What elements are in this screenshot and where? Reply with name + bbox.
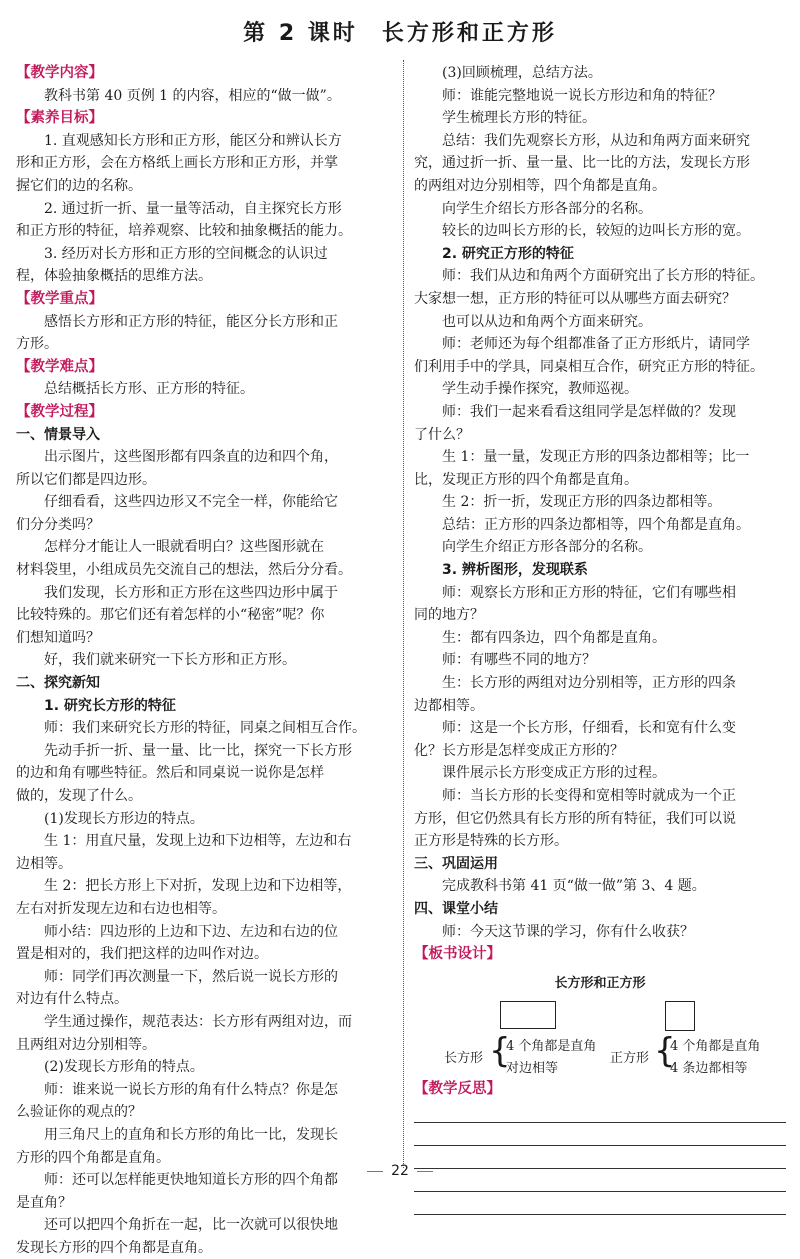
square-item: 4 条边都相等 bbox=[670, 1060, 748, 1076]
compare-paragraph: 师：观察长方形和正方形的特征，它们有哪些相 bbox=[442, 584, 736, 601]
explore-paragraph: 师：还可以怎样能更快地知道长方形的四个角都 bbox=[44, 1172, 338, 1189]
review-paragraph: (3)回顾梳理，总结方法。 bbox=[442, 65, 602, 81]
compare-paragraph: 方形，但它仍然具有长方形的所有特征，我们可以说 bbox=[414, 810, 736, 827]
difficult-line: 总结概括长方形、正方形的特征。 bbox=[44, 381, 254, 398]
square-paragraph: 学生动手操作探究，教师巡视。 bbox=[442, 381, 638, 398]
square-paragraph: 总结：正方形的四条边都相等，四个角都是直角。 bbox=[442, 516, 750, 533]
board-design-heading bbox=[414, 943, 786, 966]
process-heading bbox=[16, 401, 393, 424]
intro-paragraph: 仔细看看，这些四边形又不完全一样，你能给它 bbox=[44, 494, 338, 511]
explore-paragraph: 还可以把四个角折在一起，比一次就可以很快地 bbox=[44, 1217, 338, 1234]
review-paragraph: 的两组对边分别相等，四个角都是直角。 bbox=[414, 177, 666, 194]
practice-line: 完成教科书第 41 页“做一做”第 3、4 题。 bbox=[442, 878, 706, 895]
rectangle-brace: { bbox=[489, 1030, 511, 1071]
explore-paragraph: 师：我们来研究长方形的特征，同桌之间相互合作。 bbox=[44, 720, 366, 737]
explore-paragraph: (2)发现长方形角的特点。 bbox=[44, 1059, 204, 1076]
reflection-writing-line bbox=[414, 1100, 786, 1123]
square-brace: { bbox=[654, 1030, 676, 1071]
compare-paragraph: 师：这是一个长方形，仔细看，长和宽有什么变 bbox=[442, 720, 736, 737]
square-paragraph: 生 1：量一量，发现正方形的四条边都相等；比一 bbox=[442, 449, 750, 466]
review-paragraph: 学生梳理长方形的特征。 bbox=[442, 110, 596, 127]
rectangle-item: 4 个角都是直角 bbox=[506, 1038, 597, 1054]
intro-paragraph: 材料袋里，小组成员先交流自己的想法，然后分分看。 bbox=[16, 562, 352, 579]
explore-paragraph: 生 2：把长方形上下对折，发现上边和下边相等， bbox=[44, 878, 352, 895]
intro-paragraph: 们想知道吗？ bbox=[16, 629, 100, 646]
explore-paragraph: 先动手折一折、量一量、比一比，探究一下长方形 bbox=[44, 742, 352, 759]
goal-line: 和正方形的特征，培养观察、比较和抽象概括的能力。 bbox=[16, 223, 352, 240]
review-paragraph: 究，通过折一折、量一量、比一比的方法，发现长方形 bbox=[414, 155, 750, 172]
key-point-heading bbox=[16, 288, 393, 311]
square-paragraph: 师：老师还为每个组都准备了正方形纸片，请同学 bbox=[442, 336, 750, 353]
square-paragraph: 了什么？ bbox=[414, 426, 470, 443]
right-column bbox=[414, 62, 786, 1215]
compare-paragraph: 生：都有四条边，四个角都是直角。 bbox=[442, 629, 666, 646]
summary-line: 师：今天这节课的学习，你有什么收获？ bbox=[442, 923, 694, 940]
compare-paragraph: 生：长方形的两组对边分别相等，正方形的四条 bbox=[442, 675, 736, 692]
explore-paragraph: 对边有什么特点。 bbox=[16, 991, 128, 1008]
explore-paragraph: 学生通过操作，规范表达：长方形有两组对边，而 bbox=[44, 1013, 352, 1030]
intro-paragraph: 们分分类吗？ bbox=[16, 516, 100, 533]
compare-paragraph: 课件展示长方形变成正方形的过程。 bbox=[442, 765, 666, 782]
explore-paragraph: 左右对折发现左边和右边也相等。 bbox=[16, 900, 226, 917]
goal-line: 3. 经历对长方形和正方形的空间概念的认识过 bbox=[44, 245, 328, 262]
review-paragraph: 向学生介绍长方形各部分的名称。 bbox=[442, 200, 652, 217]
goal-line: 形和正方形，会在方格纸上画长方形和正方形，并掌 bbox=[16, 155, 338, 172]
intro-paragraph: 我们发现，长方形和正方形在这些四边形中属于 bbox=[44, 584, 338, 601]
goal-line: 2. 通过折一折、量一量等活动，自主探究长方形 bbox=[44, 200, 342, 217]
compare-paragraph: 正方形是特殊的长方形。 bbox=[414, 833, 568, 850]
intro-paragraph: 出示图片，这些图形都有四条直的边和四个角， bbox=[44, 449, 338, 466]
compare-paragraph: 师：当长方形的长变得和宽相等时就成为一个正 bbox=[442, 788, 736, 804]
explore-paragraph: 师小结：四边形的上边和下边、左边和右边的位 bbox=[44, 923, 338, 940]
explore-paragraph: 置是相对的，我们把这样的边叫作对边。 bbox=[16, 946, 268, 963]
page-title bbox=[0, 16, 800, 47]
explore-paragraph: 师：谁来说一说长方形的角有什么特点？你是怎 bbox=[44, 1081, 338, 1098]
subsection-rectangle: 1. 研究长方形的特征 bbox=[44, 697, 176, 714]
square-shape bbox=[665, 1001, 695, 1031]
goal-line: 1. 直观感知长方形和正方形，能区分和辨认长方 bbox=[44, 132, 342, 149]
page-number-text: 22 bbox=[391, 1163, 409, 1179]
square-paragraph: 们利用手中的学具，同桌相互合作，研究正方形的特征。 bbox=[414, 358, 764, 375]
teaching-content-heading bbox=[16, 62, 393, 85]
section-summary: 四、课堂小结 bbox=[414, 900, 498, 917]
subsection-compare: 3. 辨析图形，发现联系 bbox=[442, 562, 588, 579]
reflection-writing-line bbox=[414, 1192, 786, 1215]
difficult-point-label: 【教学难点】 bbox=[16, 358, 103, 375]
intro-paragraph: 好，我们就来研究一下长方形和正方形。 bbox=[44, 652, 296, 669]
compare-paragraph: 同的地方？ bbox=[414, 607, 484, 624]
rectangle-label: 长方形 bbox=[444, 1050, 484, 1066]
goal-line: 握它们的边的名称。 bbox=[16, 177, 142, 194]
page-number bbox=[0, 1163, 800, 1179]
rectangle-shape bbox=[500, 1001, 556, 1029]
rectangle-item: 对边相等 bbox=[506, 1060, 559, 1076]
square-paragraph: 师：我们一起来看看这组同学是怎样做的？发现 bbox=[442, 403, 736, 420]
explore-paragraph: 是直角？ bbox=[16, 1194, 72, 1211]
explore-paragraph: (1)发现长方形边的特点。 bbox=[44, 810, 204, 827]
square-paragraph: 也可以从边和角两个方面来研究。 bbox=[442, 313, 652, 330]
explore-paragraph: 用三角尺上的直角和长方形的角比一比，发现长 bbox=[44, 1126, 338, 1143]
review-paragraph: 师：谁能完整地说一说长方形边和角的特征？ bbox=[442, 87, 722, 104]
board-design-label: 【板书设计】 bbox=[414, 946, 501, 963]
column-divider bbox=[403, 60, 404, 1168]
section-intro: 一、情景导入 bbox=[16, 426, 100, 443]
explore-paragraph: 做的，发现了什么。 bbox=[16, 788, 142, 804]
section-practice: 三、巩固运用 bbox=[414, 855, 498, 872]
square-paragraph: 师：我们从边和角两个方面研究出了长方形的特征。 bbox=[442, 268, 764, 285]
explore-paragraph: 师：同学们再次测量一下，然后说一说长方形的 bbox=[44, 968, 338, 985]
key-point-label: 【教学重点】 bbox=[16, 290, 103, 307]
review-paragraph: 较长的边叫长方形的长，较短的边叫长方形的宽。 bbox=[442, 223, 750, 240]
explore-paragraph: 生 1：用直尺量，发现上边和下边相等，左边和右 bbox=[44, 833, 352, 850]
lesson-title: 长方形和正方形 bbox=[381, 21, 557, 46]
goals-label: 【素养目标】 bbox=[16, 110, 103, 127]
intro-paragraph: 所以它们都是四边形。 bbox=[16, 471, 156, 488]
intro-paragraph: 比较特殊的。那它们还有着怎样的小“秘密”呢？你 bbox=[16, 607, 325, 624]
explore-paragraph: 的边和角有哪些特征。然后和同桌说一说你是怎样 bbox=[16, 765, 324, 782]
compare-paragraph: 师：有哪些不同的地方？ bbox=[442, 652, 596, 669]
reflection-writing-line bbox=[414, 1123, 786, 1146]
content-line: 教科书第 40 页例 1 的内容，相应的“做一做”。 bbox=[44, 87, 341, 104]
board-diagram bbox=[414, 966, 786, 1078]
key-line: 方形。 bbox=[16, 336, 58, 353]
square-item: 4 个角都是直角 bbox=[670, 1038, 761, 1054]
reflection-heading bbox=[414, 1078, 786, 1101]
process-label: 【教学过程】 bbox=[16, 403, 103, 420]
reflection-label: 【教学反思】 bbox=[414, 1080, 501, 1097]
review-paragraph: 总结：我们先观察长方形，从边和角两方面来研究 bbox=[442, 132, 750, 149]
compare-paragraph: 边都相等。 bbox=[414, 697, 484, 714]
explore-paragraph: 发现长方形的四个角都是直角。 bbox=[16, 1239, 212, 1256]
difficult-point-heading bbox=[16, 356, 393, 379]
intro-paragraph: 怎样分才能让人一眼就看明白？这些图形就在 bbox=[44, 539, 324, 556]
key-line: 感悟长方形和正方形的特征，能区分长方形和正 bbox=[44, 313, 338, 330]
board-title: 长方形和正方形 bbox=[554, 975, 646, 991]
square-paragraph: 比，发现正方形的四个角都是直角。 bbox=[414, 471, 638, 488]
section-explore: 二、探究新知 bbox=[16, 675, 100, 692]
lesson-number: 第 2 课时 bbox=[243, 21, 358, 46]
goals-heading bbox=[16, 107, 393, 130]
explore-paragraph: 么验证你的观点的？ bbox=[16, 1104, 142, 1121]
compare-paragraph: 化？长方形是怎样变成正方形的？ bbox=[414, 742, 624, 759]
subsection-square: 2. 研究正方形的特征 bbox=[442, 245, 574, 262]
square-paragraph: 大家想一想，正方形的特征可以从哪些方面去研究？ bbox=[414, 290, 736, 307]
explore-paragraph: 边相等。 bbox=[16, 855, 72, 872]
square-paragraph: 向学生介绍正方形各部分的名称。 bbox=[442, 539, 652, 556]
explore-paragraph: 方形的四个角都是直角。 bbox=[16, 1149, 170, 1166]
explore-paragraph: 且两组对边分别相等。 bbox=[16, 1036, 156, 1053]
square-paragraph: 生 2：折一折，发现正方形的四条边都相等。 bbox=[442, 494, 722, 511]
goal-line: 程，体验抽象概括的思维方法。 bbox=[16, 268, 212, 285]
square-label: 正方形 bbox=[610, 1050, 650, 1066]
teaching-content-label: 【教学内容】 bbox=[16, 65, 103, 81]
left-column bbox=[16, 62, 393, 1259]
